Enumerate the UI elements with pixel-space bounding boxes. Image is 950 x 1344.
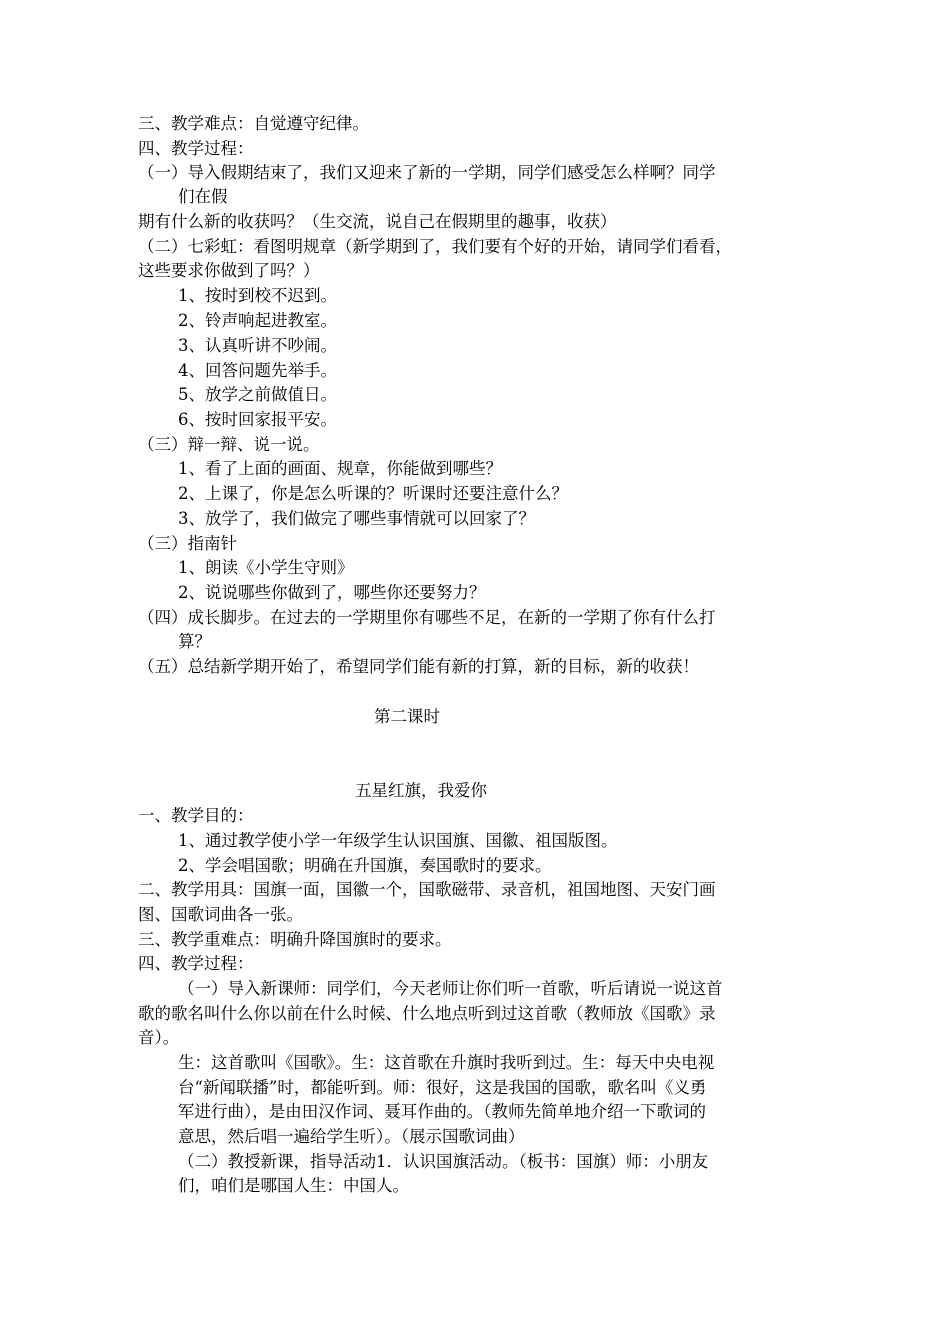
section-teaching-process: 四、教学过程：: [138, 139, 254, 158]
intro-line-3: 音）。: [138, 1028, 180, 1047]
lesson-title: 五星红旗，我爱你: [355, 781, 487, 800]
step-1-intro-line-1: （一）导入假期结束了，我们又迎来了新的一学期，同学们感受怎么样啊？同学: [138, 163, 716, 182]
step-3-compass: （三）指南针: [138, 534, 237, 553]
step-2-rainbow-line-2: 这些要求你做到了吗？）: [138, 261, 320, 280]
dialogue-line-3: 军进行曲），是由田汉作词、聂耳作曲的。（教师先简单地介绍一下歌词的: [178, 1102, 706, 1121]
step-1-intro-line-2: 们在假: [178, 187, 228, 206]
step-5-summary: （五）总结新学期开始了，希望同学们能有新的打算，新的目标，新的收获！: [138, 657, 699, 676]
dialogue-line-1: 生：这首歌叫《国歌》。生：这首歌在升旗时我听到过。生：每天中央电视: [178, 1053, 715, 1072]
step-4-growth-line-2: 算？: [178, 632, 211, 651]
rule-item-5: 5、放学之前做值日。: [178, 385, 337, 404]
step-3-discuss: （三）辩一辩、说一说。: [138, 435, 320, 454]
rule-item-3: 3、认真听讲不吵闹。: [178, 336, 337, 355]
step-1-intro-line-3: 期有什么新的收获吗？（生交流，说自己在假期里的趣事，收获）: [138, 212, 617, 231]
new-lesson-line-1: （二）教授新课，指导活动1．认识国旗活动。（板书：国旗）师：小朋友: [178, 1152, 709, 1171]
dialogue-line-4: 意思，然后唱一遍给学生听）。（展示国歌词曲）: [178, 1127, 525, 1146]
step-4-growth-line-1: （四）成长脚步。在过去的一学期里你有哪些不足，在新的一学期了你有什么打: [138, 608, 716, 627]
new-lesson-line-2: 们，咱们是哪国人生：中国人。: [178, 1176, 409, 1195]
section-teaching-tools-line-1: 二、教学用具：国旗一面，国徽一个，国歌磁带、录音机，祖国地图、天安门画: [138, 880, 716, 899]
section-teaching-process-2: 四、教学过程：: [138, 954, 254, 973]
discuss-item-1: 1、看了上面的画面、规章，你能做到哪些？: [178, 459, 502, 478]
rule-item-2: 2、铃声响起进教室。: [178, 311, 337, 330]
rule-item-6: 6、按时回家报平安。: [178, 410, 337, 429]
discuss-item-2: 2、上课了，你是怎么听课的？听课时还要注意什么？: [178, 484, 568, 503]
intro-line-1: （一）导入新课师：同学们，今天老师让你们听一首歌，听后请说一说这首: [178, 979, 723, 998]
rule-item-4: 4、回答问题先举手。: [178, 361, 337, 380]
compass-item-1: 1、朗读《小学生守则》: [178, 558, 354, 577]
compass-item-2: 2、说说哪些你做到了，哪些你还要努力？: [178, 583, 486, 602]
goal-item-2: 2、学会唱国歌；明确在升国旗，奏国歌时的要求。: [178, 856, 552, 875]
lesson-two-heading: 第二课时: [374, 707, 440, 726]
goal-item-1: 1、通过教学使小学一年级学生认识国旗、国徽、祖国版图。: [178, 831, 618, 850]
section-key-points: 三、教学重难点：明确升降国旗时的要求。: [138, 930, 452, 949]
dialogue-line-2: 台“新闻联播”时，都能听到。师：很好，这是我国的国歌，歌名叫《义勇: [178, 1078, 707, 1097]
step-2-rainbow-line-1: （二）七彩虹：看图明规章（新学期到了，我们要有个好的开始，请同学们看看，: [138, 237, 732, 256]
section-teaching-goals: 一、教学目的：: [138, 806, 254, 825]
discuss-item-3: 3、放学了，我们做完了哪些事情就可以回家了？: [178, 509, 535, 528]
intro-line-2: 歌的歌名叫什么你以前在什么时候、什么地点听到过这首歌（教师放《国歌》录: [138, 1004, 716, 1023]
section-teaching-tools-line-2: 图、国歌词曲各一张。: [138, 905, 303, 924]
section-teaching-difficulty: 三、教学难点：自觉遵守纪律。: [138, 114, 369, 133]
rule-item-1: 1、按时到校不迟到。: [178, 286, 337, 305]
